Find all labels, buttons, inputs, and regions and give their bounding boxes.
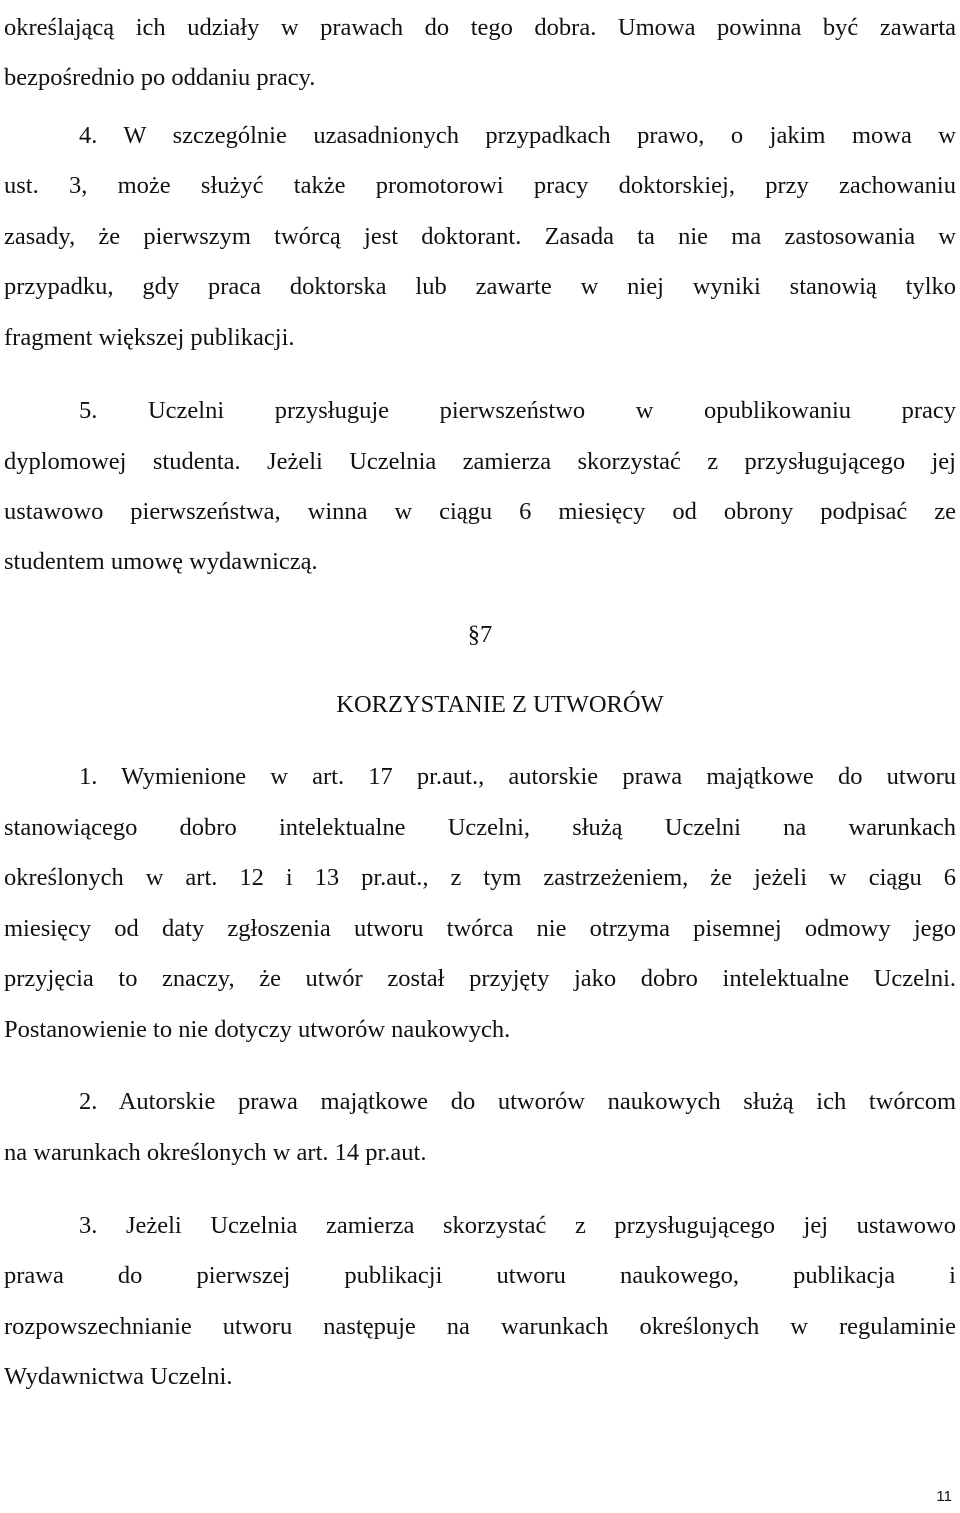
page-number: 11 (936, 1488, 952, 1505)
text-line: stanowiącego dobro intelektualne Uczelni, służą Uczelni na warunkach (4, 814, 956, 841)
text-line: przypadku, gdy praca doktorska lub zawarte w niej wyniki stanowią tylko (4, 273, 956, 300)
text-line: bezpośrednio po oddaniu pracy. (4, 64, 316, 91)
text-line: na warunkach określonych w art. 14 pr.aut. (4, 1139, 427, 1166)
text-line: określonych w art. 12 i 13 pr.aut., z tym zastrzeżeniem, że jeżeli w ciągu 6 (4, 864, 956, 891)
text-line: Wydawnictwa Uczelni. (4, 1363, 233, 1390)
text-line: fragment większej publikacji. (4, 324, 295, 351)
text-line: ust. 3, może służyć także promotorowi pracy doktorskiej, przy zachowaniu (4, 172, 956, 199)
text-line: dyplomowej studenta. Jeżeli Uczelnia zamierza skorzystać z przysługującego jej (4, 448, 956, 475)
text-line: określającą ich udziały w prawach do tego dobra. Umowa powinna być zawarta (4, 14, 956, 41)
text-line: Postanowienie to nie dotyczy utworów naukowych. (4, 1016, 511, 1043)
text-line: rozpowszechnianie utworu następuje na warunkach określonych w regulaminie (4, 1313, 956, 1340)
text-line: studentem umowę wydawniczą. (4, 548, 318, 575)
paragraph-3-start: 3. Jeżeli Uczelnia zamierza skorzystać z przysługującego jej ustawowo (79, 1212, 956, 1239)
section-number: §7 (467, 621, 493, 648)
section-title: KORZYSTANIE Z UTWORÓW (336, 691, 664, 718)
text-line: ustawowo pierwszeństwa, winna w ciągu 6 miesięcy od obrony podpisać ze (4, 498, 956, 525)
paragraph-1-start: 1. Wymienione w art. 17 pr.aut., autorskie prawa majątkowe do utworu (79, 763, 956, 790)
text-line: miesięcy od daty zgłoszenia utworu twórca nie otrzyma pisemnej odmowy jego (4, 915, 956, 942)
paragraph-4-start: 4. W szczególnie uzasadnionych przypadkach prawo, o jakim mowa w (79, 122, 956, 149)
paragraph-5-start: 5. Uczelni przysługuje pierwszeństwo w opublikowaniu pracy (79, 397, 956, 424)
text-line: przyjęcia to znaczy, że utwór został przyjęty jako dobro intelektualne Uczelni. (4, 965, 956, 992)
text-line: zasady, że pierwszym twórcą jest doktorant. Zasada ta nie ma zastosowania w (4, 223, 956, 250)
paragraph-2-start: 2. Autorskie prawa majątkowe do utworów naukowych służą ich twórcom (79, 1088, 956, 1115)
text-line: prawa do pierwszej publikacji utworu naukowego, publikacja i (4, 1262, 956, 1289)
